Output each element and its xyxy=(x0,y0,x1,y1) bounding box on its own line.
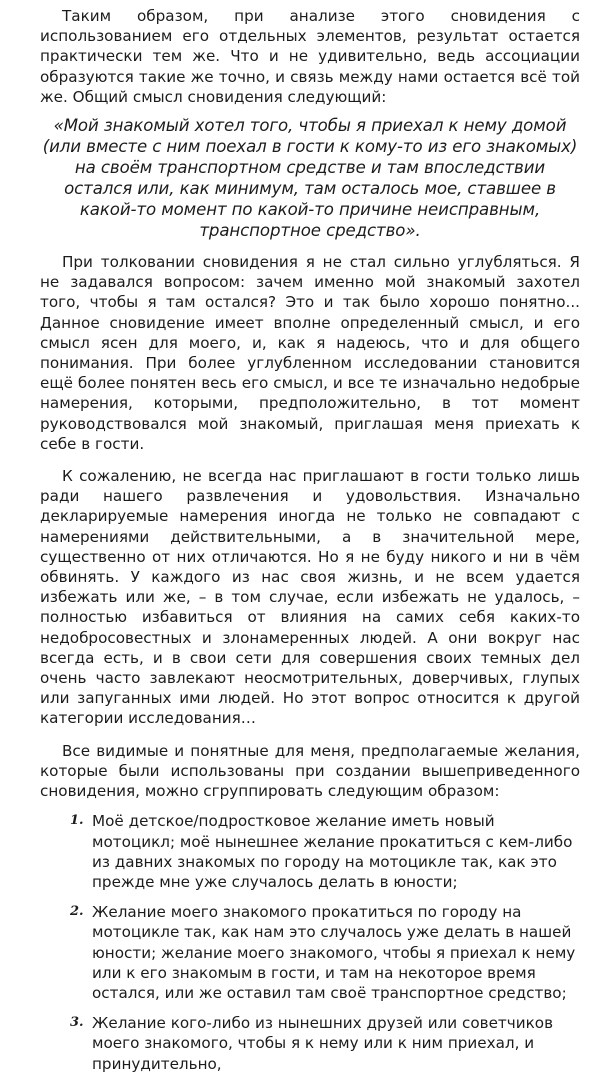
list-item-text: Желание кого-либо из нынешних друзей или советчиков моего знакомого, чтобы я к нему или к ним приехал, и принудительно, xyxy=(92,1014,554,1073)
list-item-number: 1. xyxy=(70,813,84,829)
list-item xyxy=(40,902,580,1003)
list-item-number: 3. xyxy=(70,1015,84,1031)
list-item-text: Желание моего знакомого прокатиться по городу на мотоцикле так, как нам это случалось уже делать в нашей юности; желание моего знакомого, чтобы я приехал к нему или к его знакомым в гости, и там на некоторое время остался, или же оставил там своё транспортное средство; xyxy=(92,903,576,1002)
list-item xyxy=(40,1013,580,1074)
wishes-list xyxy=(40,811,580,1073)
list-item xyxy=(40,811,580,892)
dream-meaning-quote: «Мой знакомый хотел того, чтобы я приехал к нему домой (или вместе с ним поехал в гости к кому-то из его знакомых) на своём транспортном средстве и там впоследствии остался или, как минимум, там осталось мое, ставшее в какой-то момент по какой-то причине неисправным, транспортное средство». xyxy=(42,116,578,241)
document-page xyxy=(40,6,580,1084)
list-item-text: Моё детское/подростковое желание иметь новый мотоцикл; моё нынешнее желание прокатиться с кем-либо из давних знакомых по городу на мотоцикле так, как это прежде мне уже случалось делать в юности; xyxy=(92,812,573,891)
paragraph-wishes-intro: Все видимые и понятные для меня, предполагаемые желания, которые были использованы при создании вышеприведенного сновидения, можно сгруппировать следующим образом: xyxy=(40,741,580,801)
list-item-number: 2. xyxy=(70,904,84,920)
paragraph-summary: Таким образом, при анализе этого сновидения с использованием его отдельных элементов, результат остается практически тем же. Что и не удивительно, ведь ассоциации образуются такие же точно, и связь между нами остается всё той же. Общий смысл сновидения следующий: xyxy=(40,7,580,106)
paragraph-regret: К сожалению, не всегда нас приглашают в гости только лишь ради нашего развлечения и удовольствия. Изначально декларируемые намерения иногда не только не совпадают с намерениями действительными, а в значительной мере, существенно от них отличаются. Но я не буду никого и ни в чём обвинять. У каждого из нас своя жизнь, и не всем удается избежать или же, – в том случае, если избежать не удалось, – полностью избавиться от влияния на самих себя каких-то недобросовестных и злонамеренных людей. А они вокруг нас всегда есть, и в свои сети для совершения своих темных дел очень часто завлекают неосмотрительных, доверчивых, глупых или запуганных ими людей. Но этот вопрос относится к другой категории исследования… xyxy=(40,467,580,728)
paragraph-interpretation: При толковании сновидения я не стал сильно углубляться. Я не задавался вопросом: зачем именно мой знакомый захотел того, чтобы я там остался? Это и так было хорошо понятно... Данное сновидение имеет вполне определенный смысл, и его смысл ясен для моего, и, как я надеюсь, что и для общего понимания. При более углубленном исследовании становится ещё более понятен весь его смысл, и все те изначально недобрые намерения, которыми, предположительно, в тот момент руководствовался мой знакомый, приглашая меня приехать к себе в гости. xyxy=(40,253,580,453)
